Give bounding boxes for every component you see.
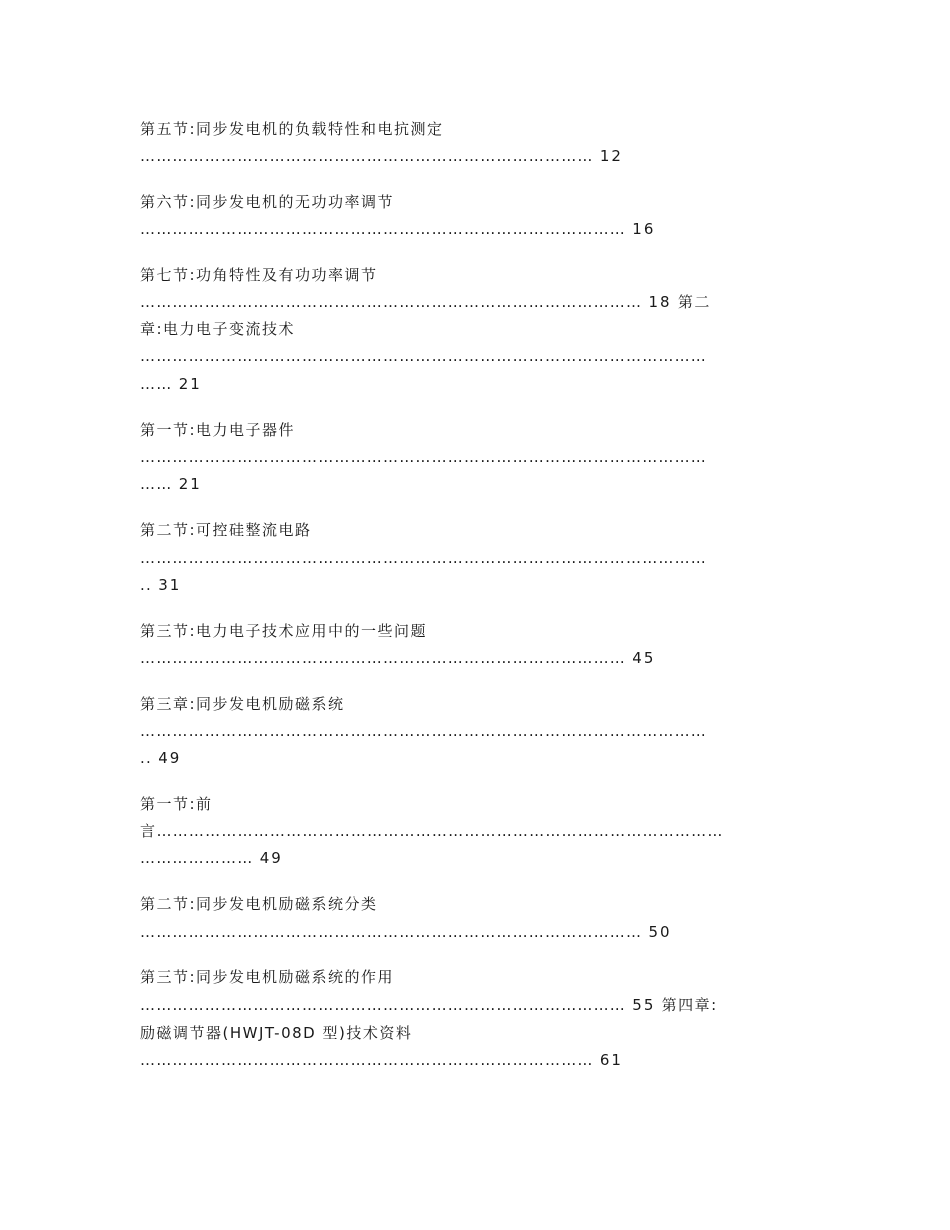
toc-page-number: 45 [632, 649, 656, 667]
toc-leader-line [140, 292, 711, 312]
toc-leader-line [140, 648, 655, 668]
toc-page-number: 21 [178, 475, 202, 493]
toc-leader-line-continued [140, 848, 283, 868]
toc-next-heading-fragment: 第二 [677, 293, 711, 311]
toc-title: 第二节:同步发电机励磁系统分类 [140, 895, 378, 913]
toc-dots: ……………………………………………………………………………… [140, 220, 626, 238]
toc-dots: …… [140, 475, 173, 493]
toc-leader-line-continued [140, 374, 202, 394]
toc-leader-line [140, 922, 672, 942]
toc-page-number: 18 [648, 293, 672, 311]
toc-leader-line [140, 346, 707, 366]
toc-dots: ………………………………………………………………………………… [140, 923, 643, 941]
toc-page-number: 55 [632, 996, 656, 1014]
toc-page-number: 31 [158, 576, 182, 594]
toc-title: 第五节:同步发电机的负载特性和电抗测定 [140, 120, 444, 138]
toc-title: 第三章:同步发电机励磁系统 [140, 695, 345, 713]
toc-leader-line-continued [140, 748, 181, 768]
toc-title: 励磁调节器(HWJT-08D 型)技术资料 [140, 1024, 413, 1042]
toc-page-number: 21 [178, 375, 202, 393]
toc-leader-line [140, 219, 655, 239]
toc-page-number: 61 [599, 1051, 623, 1069]
toc-title: 第一节:前 [140, 795, 213, 813]
toc-page-number: 49 [158, 749, 182, 767]
toc-next-heading-fragment: 第四章: [661, 996, 718, 1014]
toc-dots: ………………………………………………………………………… [140, 147, 594, 165]
toc-dots: …………………………………………………………………………………………… [140, 347, 707, 365]
toc-page-number: 49 [259, 849, 283, 867]
toc-page-number: 12 [599, 147, 623, 165]
toc-page-number: 50 [648, 923, 672, 941]
toc-leader-line [140, 146, 623, 166]
toc-leader-line [140, 995, 718, 1015]
toc-title: 第二节:可控硅整流电路 [140, 521, 312, 539]
toc-title: 第七节:功角特性及有功功率调节 [140, 266, 378, 284]
toc-title: 第三节:同步发电机励磁系统的作用 [140, 968, 395, 986]
toc-title: 章:电力电子变流技术 [140, 320, 296, 338]
toc-leader-line-continued [140, 474, 202, 494]
toc-dots: .. [140, 749, 152, 767]
toc-title: 第六节:同步发电机的无功功率调节 [140, 193, 395, 211]
toc-leader-line [140, 447, 707, 467]
toc-dots: …………………………………………………………………………………………… [156, 822, 724, 840]
toc-dots: ………………… [140, 849, 254, 867]
toc-dots: ………………………………………………………………………… [140, 1051, 594, 1069]
toc-page-number: 16 [632, 220, 656, 238]
toc-dots: …… [140, 375, 173, 393]
toc-leader-line [140, 1050, 623, 1070]
toc-dots: .. [140, 576, 152, 594]
toc-title-continued: 言 [140, 822, 157, 840]
toc-leader-line [140, 821, 724, 841]
toc-dots: …………………………………………………………………………………………… [140, 722, 707, 740]
toc-leader-line-continued [140, 575, 181, 595]
toc-leader-line [140, 548, 707, 568]
toc-dots: ……………………………………………………………………………… [140, 996, 626, 1014]
toc-leader-line [140, 721, 707, 741]
toc-title: 第一节:电力电子器件 [140, 421, 296, 439]
toc-dots: ……………………………………………………………………………… [140, 649, 626, 667]
toc-dots: …………………………………………………………………………………………… [140, 448, 707, 466]
toc-title: 第三节:电力电子技术应用中的一些问题 [140, 622, 428, 640]
toc-dots: ………………………………………………………………………………… [140, 293, 643, 311]
toc-dots: …………………………………………………………………………………………… [140, 549, 707, 567]
